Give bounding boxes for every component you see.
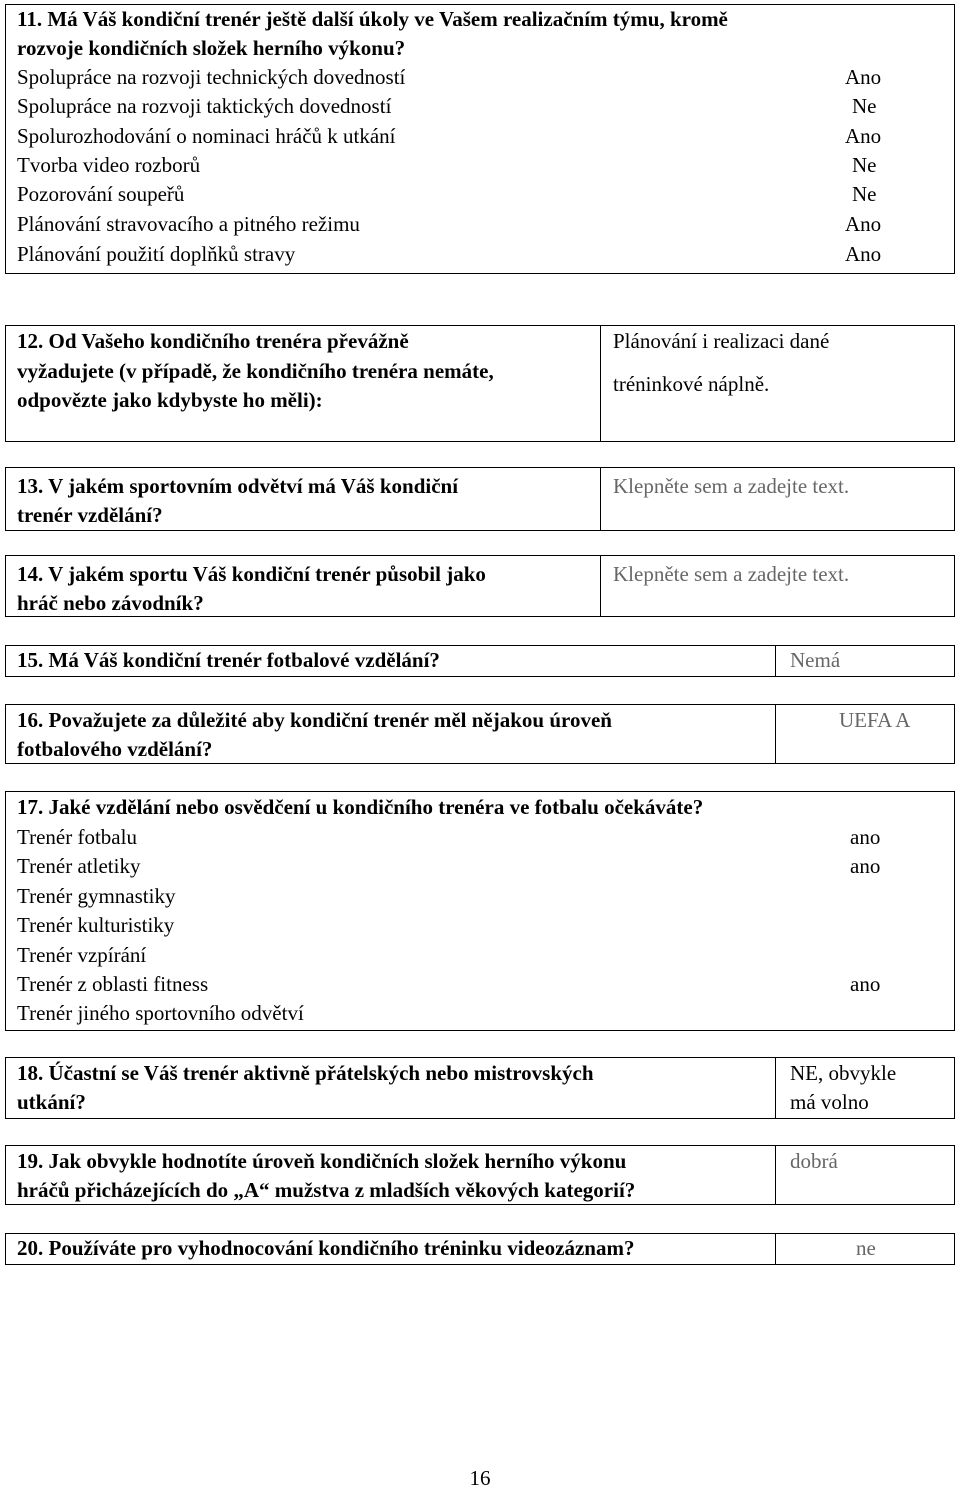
q17-item-label: Trenér z oblasti fitness bbox=[17, 972, 209, 996]
q19-question-line1: 19. Jak obvykle hodnotíte úroveň kondičních složek herního výkonu bbox=[17, 1149, 627, 1173]
q14-question-line2: hráč nebo závodník? bbox=[17, 591, 204, 615]
q12-answer-line1[interactable]: Plánování i realizaci dané bbox=[613, 329, 830, 353]
q12-question-line2: vyžadujete (v případě, že kondičního trenéra nemáte, bbox=[17, 359, 494, 383]
q11-item-value[interactable]: Ano bbox=[845, 212, 882, 236]
q12-divider bbox=[600, 325, 601, 442]
q13-answer-field[interactable]: Klepněte sem a zadejte text. bbox=[613, 474, 850, 498]
q11-item-value[interactable]: Ano bbox=[845, 242, 882, 266]
q17-item-label: Trenér gymnastiky bbox=[17, 884, 176, 908]
q13-question-line2: trenér vzdělání? bbox=[17, 503, 163, 527]
q13-divider bbox=[600, 467, 601, 531]
q17-item-value[interactable]: ano bbox=[850, 972, 881, 996]
q19-divider bbox=[775, 1145, 776, 1205]
q18-question-line1: 18. Účastní se Váš trenér aktivně přátelských nebo mistrovských bbox=[17, 1061, 594, 1085]
q11-item-value[interactable]: Ne bbox=[852, 182, 877, 206]
q15-divider bbox=[775, 645, 776, 677]
page-number: 16 bbox=[469, 1466, 491, 1490]
q18-answer-line1[interactable]: NE, obvykle bbox=[790, 1061, 897, 1085]
q17-item-label: Trenér kulturistiky bbox=[17, 913, 175, 937]
q11-item-value[interactable]: Ano bbox=[845, 65, 882, 89]
q17-item-label: Trenér atletiky bbox=[17, 854, 141, 878]
q16-question-line1: 16. Považujete za důležité aby kondiční trenér měl nějakou úroveň bbox=[17, 708, 612, 732]
q20-question: 20. Používáte pro vyhodnocování kondičního tréninku videozáznam? bbox=[17, 1236, 635, 1260]
q18-answer-line2[interactable]: má volno bbox=[790, 1090, 869, 1114]
q17-item-value[interactable]: ano bbox=[850, 825, 881, 849]
q17-question: 17. Jaké vzdělání nebo osvědčení u kondičního trenéra ve fotbalu očekáváte? bbox=[17, 795, 704, 819]
q11-item-value[interactable]: Ano bbox=[845, 124, 882, 148]
q20-divider bbox=[775, 1233, 776, 1265]
q14-answer-field[interactable]: Klepněte sem a zadejte text. bbox=[613, 562, 850, 586]
q16-divider bbox=[775, 704, 776, 764]
q11-item-label: Spolurozhodování o nominaci hráčů k utkání bbox=[17, 124, 396, 148]
q17-item-label: Trenér jiného sportovního odvětví bbox=[17, 1001, 304, 1025]
q11-item-label: Pozorování soupeřů bbox=[17, 182, 185, 206]
q11-item-label: Plánování stravovacího a pitného režimu bbox=[17, 212, 360, 236]
q12-question-line3: odpovězte jako kdybyste ho měli): bbox=[17, 388, 323, 412]
q11-item-label: Spolupráce na rozvoji taktických dovedností bbox=[17, 94, 392, 118]
q11-item-value[interactable]: Ne bbox=[852, 153, 877, 177]
q19-answer-field[interactable]: dobrá bbox=[790, 1149, 838, 1173]
q12-question-line1: 12. Od Vašeho kondičního trenéra převážně bbox=[17, 329, 409, 353]
q16-question-line2: fotbalového vzdělání? bbox=[17, 737, 213, 761]
q16-answer-field[interactable]: UEFA A bbox=[839, 708, 911, 732]
q13-question-line1: 13. V jakém sportovním odvětví má Váš kondiční bbox=[17, 474, 459, 498]
q11-item-label: Plánování použití doplňků stravy bbox=[17, 242, 296, 266]
q14-question-line1: 14. V jakém sportu Váš kondiční trenér působil jako bbox=[17, 562, 486, 586]
q17-item-label: Trenér fotbalu bbox=[17, 825, 137, 849]
q11-question-line1: 11. Má Váš kondiční trenér ještě další úkoly ve Vašem realizačním týmu, kromě bbox=[17, 7, 728, 31]
q11-item-value[interactable]: Ne bbox=[852, 94, 877, 118]
q15-question: 15. Má Váš kondiční trenér fotbalové vzdělání? bbox=[17, 648, 440, 672]
q17-item-value[interactable]: ano bbox=[850, 854, 881, 878]
q12-answer-line2[interactable]: tréninkové náplně. bbox=[613, 372, 770, 396]
q11-question-line2: rozvoje kondičních složek herního výkonu? bbox=[17, 36, 406, 60]
q14-divider bbox=[600, 555, 601, 617]
q19-question-line2: hráčů přicházejících do „A“ mužstva z mladších věkových kategorií? bbox=[17, 1178, 636, 1202]
q11-item-label: Spolupráce na rozvoji technických dovedností bbox=[17, 65, 406, 89]
q20-answer-field[interactable]: ne bbox=[856, 1236, 876, 1260]
q15-answer-field[interactable]: Nemá bbox=[790, 648, 841, 672]
q11-item-label: Tvorba video rozborů bbox=[17, 153, 201, 177]
q17-item-label: Trenér vzpírání bbox=[17, 943, 147, 967]
q18-question-line2: utkání? bbox=[17, 1090, 86, 1114]
q18-divider bbox=[775, 1057, 776, 1119]
